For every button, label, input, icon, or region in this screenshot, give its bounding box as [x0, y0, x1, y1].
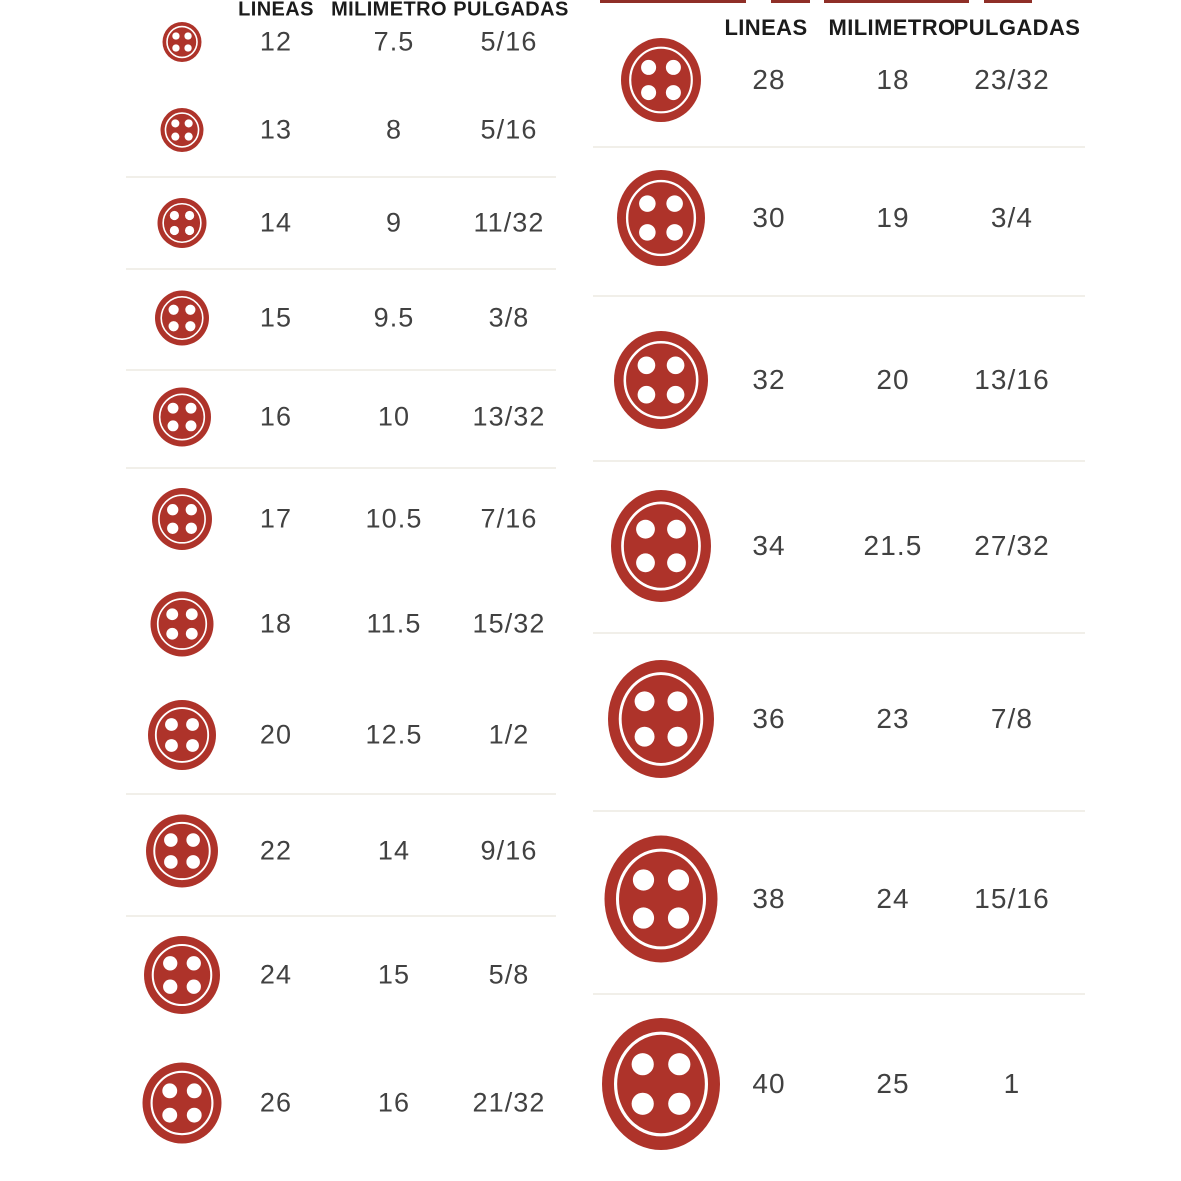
row-divider [126, 915, 556, 917]
milimetro-value: 25 [876, 1068, 910, 1099]
row-divider [593, 295, 1085, 297]
row-divider [593, 146, 1085, 148]
button-icon [151, 592, 214, 657]
button-icon [611, 490, 711, 602]
row-divider [593, 460, 1085, 462]
pulgadas-value: 23/32 [974, 64, 1050, 95]
milimetro-value: 9.5 [373, 302, 415, 333]
lineas-value: 16 [259, 401, 293, 432]
milimetro-value: 12.5 [365, 719, 423, 750]
lineas-value: 20 [259, 719, 293, 750]
pulgadas-value: 13/32 [472, 401, 546, 432]
column-header-lineas: LINEAS [238, 0, 314, 21]
lineas-value: 38 [752, 883, 786, 914]
button-icon [146, 815, 218, 888]
button-icon [152, 488, 212, 550]
pulgadas-value: 9/16 [480, 835, 538, 866]
milimetro-value: 16 [377, 1087, 411, 1118]
pulgadas-value: 15/16 [974, 883, 1050, 914]
milimetro-value: 8 [385, 114, 403, 145]
column-header-lineas: LINEAS [724, 15, 808, 40]
button-icon [153, 388, 211, 447]
button-icon [617, 170, 705, 266]
row-divider [593, 993, 1085, 995]
pulgadas-value: 3/4 [990, 202, 1034, 233]
row-divider [593, 810, 1085, 812]
button-icon [163, 22, 202, 62]
cropped-red-fragment [824, 0, 969, 3]
pulgadas-value: 3/8 [488, 302, 530, 333]
lineas-value: 34 [752, 530, 786, 561]
pulgadas-value: 27/32 [974, 530, 1050, 561]
button-icon [621, 38, 701, 122]
row-divider [126, 268, 556, 270]
row-divider [126, 369, 556, 371]
pulgadas-value: 13/16 [974, 364, 1050, 395]
pulgadas-value: 15/32 [472, 608, 546, 639]
pulgadas-value: 1/2 [488, 719, 530, 750]
milimetro-value: 7.5 [373, 26, 415, 57]
button-icon [614, 331, 708, 429]
button-icon [148, 700, 216, 770]
column-header-milimetro: MILIMETRO [828, 15, 956, 40]
row-divider [126, 467, 556, 469]
lineas-value: 26 [259, 1087, 293, 1118]
milimetro-value: 19 [876, 202, 910, 233]
pulgadas-value: 1 [1003, 1068, 1021, 1099]
milimetro-value: 18 [876, 64, 910, 95]
cropped-red-fragment [600, 0, 746, 3]
button-icon [608, 660, 714, 778]
button-icon [605, 836, 718, 963]
lineas-value: 28 [752, 64, 786, 95]
milimetro-value: 10.5 [365, 503, 423, 534]
button-icon [161, 108, 204, 152]
milimetro-value: 11.5 [366, 608, 422, 639]
pulgadas-value: 11/32 [473, 207, 545, 238]
pulgadas-value: 7/16 [480, 503, 538, 534]
pulgadas-value: 7/8 [990, 703, 1034, 734]
cropped-red-fragment [984, 0, 1032, 3]
lineas-value: 32 [752, 364, 786, 395]
milimetro-value: 14 [377, 835, 411, 866]
lineas-value: 13 [259, 114, 293, 145]
milimetro-value: 23 [876, 703, 910, 734]
lineas-value: 17 [259, 503, 293, 534]
lineas-value: 24 [259, 959, 293, 990]
milimetro-value: 15 [377, 959, 411, 990]
milimetro-value: 20 [876, 364, 910, 395]
column-header-pulgadas: PULGADAS [953, 15, 1081, 40]
button-icon [144, 936, 220, 1014]
button-icon [602, 1018, 720, 1150]
row-divider [593, 632, 1085, 634]
pulgadas-value: 5/16 [480, 26, 538, 57]
milimetro-value: 10 [377, 401, 411, 432]
pulgadas-value: 21/32 [472, 1087, 546, 1118]
button-icon [158, 198, 207, 248]
button-icon [155, 291, 209, 346]
column-header-pulgadas: PULGADAS [453, 0, 569, 21]
pulgadas-value: 5/16 [480, 114, 538, 145]
lineas-value: 14 [259, 207, 293, 238]
cropped-red-fragment [771, 0, 810, 3]
lineas-value: 15 [259, 302, 293, 333]
lineas-value: 18 [259, 608, 293, 639]
milimetro-value: 21.5 [863, 530, 923, 561]
lineas-value: 30 [752, 202, 786, 233]
lineas-value: 12 [259, 26, 293, 57]
milimetro-value: 9 [385, 207, 403, 238]
lineas-value: 40 [752, 1068, 786, 1099]
row-divider [126, 176, 556, 178]
column-header-milimetro: MILIMETRO [331, 0, 447, 21]
row-divider [126, 793, 556, 795]
pulgadas-value: 5/8 [488, 959, 530, 990]
lineas-value: 36 [752, 703, 786, 734]
milimetro-value: 24 [876, 883, 910, 914]
lineas-value: 22 [259, 835, 293, 866]
button-icon [143, 1063, 222, 1144]
